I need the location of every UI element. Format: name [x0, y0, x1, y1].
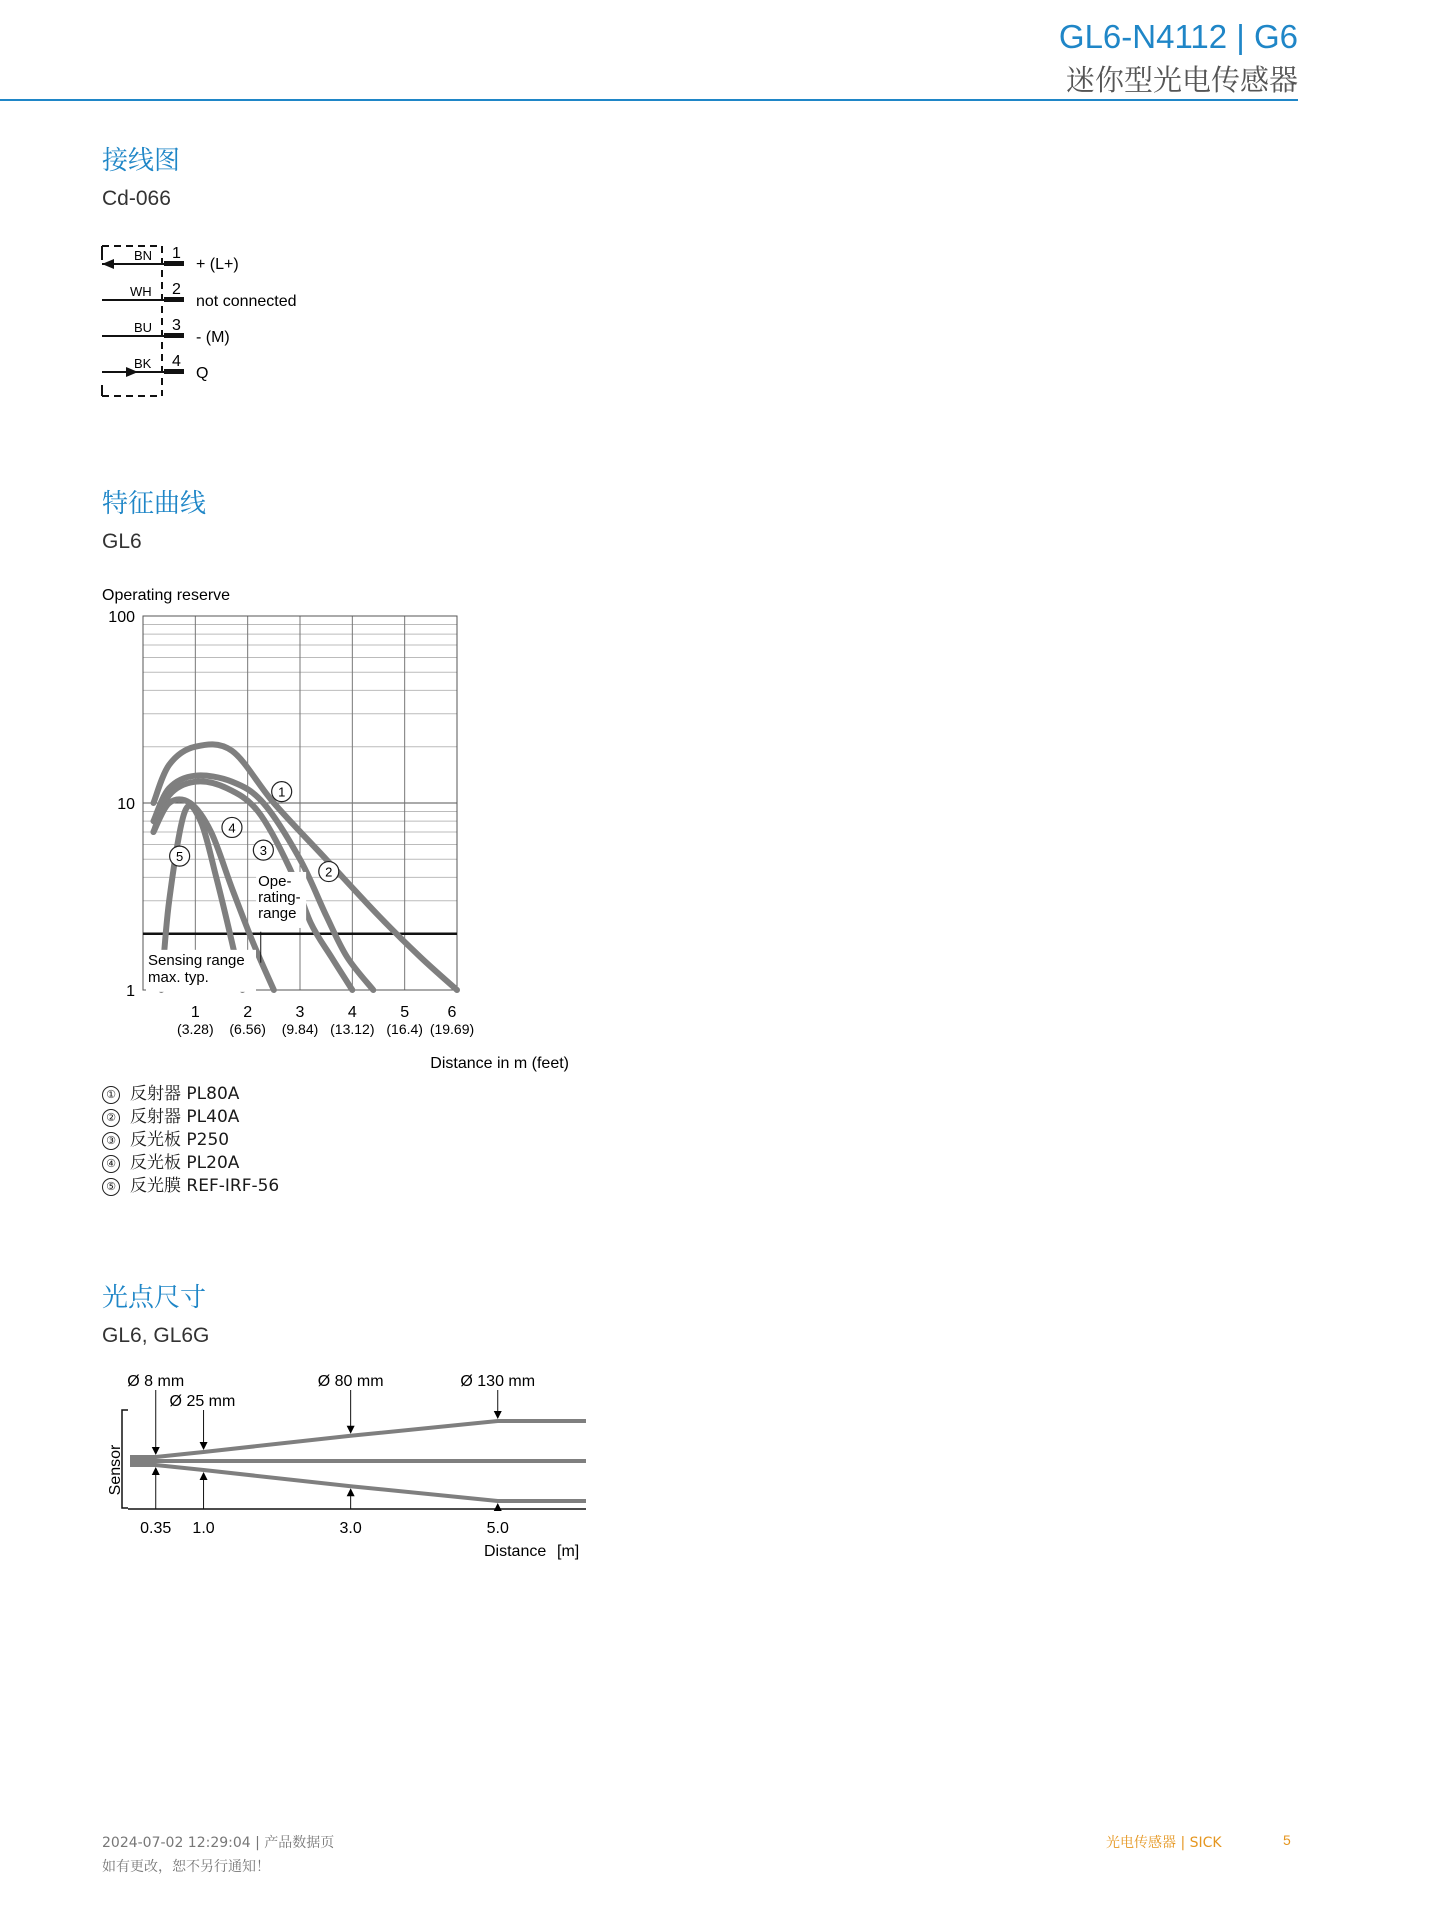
spot-arrowhead-top	[200, 1442, 208, 1450]
sensing-range-text: Sensing range	[148, 951, 245, 969]
x-tick-label: 2	[243, 1004, 253, 1021]
spot-diameter-label: Ø 25 mm	[169, 1393, 236, 1410]
spot-arrowhead-top	[347, 1426, 355, 1434]
legend-number: ②	[102, 1109, 120, 1127]
operating-range-text: rating-	[258, 888, 301, 906]
legend-number: ⑤	[102, 1178, 120, 1196]
spot-section-title: 光点尺寸	[102, 1283, 207, 1313]
curve-label: 5	[176, 849, 184, 865]
distance-tick-label: 3.0	[339, 1520, 362, 1537]
x-tick-sublabel: (13.12)	[330, 1021, 375, 1037]
legend-text: 反射器 PL40A	[130, 1107, 240, 1127]
footer-timestamp: 2024-07-02 12:29:04 | 产品数据页	[102, 1835, 335, 1851]
page-number: 5	[1283, 1832, 1291, 1848]
pin-color-label: BU	[134, 320, 153, 335]
legend-text: 反射器 PL80A	[130, 1084, 240, 1104]
light-spot-diagram	[100, 1370, 600, 1570]
x-tick-sublabel: (19.69)	[429, 1021, 475, 1037]
x-tick-sublabel: (16.4)	[386, 1021, 423, 1037]
y-tick-label: 10	[117, 796, 135, 813]
spot-arrowhead-bottom	[200, 1472, 208, 1480]
legend-item	[102, 1129, 279, 1152]
chart-x-axis-label: Distance in m (feet)	[430, 1055, 569, 1072]
footer-disclaimer: 如有更改，恕不另行通知！	[102, 1859, 270, 1875]
light-beam	[130, 1421, 586, 1501]
x-tick-sublabel: (6.56)	[229, 1021, 266, 1037]
legend-text: 反光板 P250	[130, 1130, 230, 1150]
pin-number: 2	[172, 281, 181, 298]
pin-function-label: not connected	[196, 293, 297, 310]
x-tick-label: 6	[447, 1004, 457, 1021]
distance-axis-unit: [m]	[557, 1543, 580, 1560]
spot-diameter-label: Ø 80 mm	[317, 1373, 384, 1390]
distance-tick-label: 0.35	[140, 1520, 172, 1537]
legend-number: ③	[102, 1132, 120, 1150]
pin-number: 4	[172, 353, 181, 370]
x-tick-sublabel: (9.84)	[281, 1021, 319, 1037]
pin-function-label: + (L+)	[196, 256, 239, 273]
curves-subtitle: GL6	[102, 530, 142, 553]
legend-text: 反光板 PL20A	[130, 1153, 240, 1173]
x-tick-label: 1	[190, 1004, 200, 1021]
beam-upper-edge	[130, 1421, 586, 1457]
curve-label: 3	[259, 843, 267, 859]
pin-function-label: - (M)	[196, 329, 230, 346]
pin-color-label: BN	[134, 248, 153, 263]
beam-lower-edge	[130, 1465, 586, 1501]
legend-item	[102, 1106, 279, 1129]
x-tick-label: 4	[347, 1004, 357, 1021]
curve-label: 2	[325, 864, 333, 880]
pin-function-label: Q	[196, 365, 209, 382]
curves-legend	[102, 1083, 279, 1198]
curves-section-title: 特征曲线	[102, 489, 207, 519]
spot-arrowhead-bottom	[347, 1488, 355, 1496]
y-tick-label: 1	[126, 983, 135, 1000]
pin-number: 3	[172, 317, 181, 334]
pin-number: 1	[172, 245, 181, 262]
distance-tick-label: 1.0	[192, 1520, 215, 1537]
y-tick-label: 100	[108, 609, 135, 626]
legend-item	[102, 1083, 279, 1106]
wiring-section-title: 接线图	[102, 146, 181, 176]
x-tick-label: 3	[295, 1004, 305, 1021]
operating-range-text: Ope-	[258, 872, 292, 890]
curve-label: 1	[278, 784, 286, 800]
sensor-axis-label: Sensor	[107, 1444, 124, 1496]
legend-number: ①	[102, 1086, 120, 1104]
distance-tick-label: 5.0	[486, 1520, 509, 1537]
x-tick-sublabel: (3.28)	[177, 1021, 214, 1037]
distance-axis-label: Distance	[484, 1543, 547, 1560]
legend-item	[102, 1175, 279, 1198]
document-subtitle: 迷你型光电传感器	[1065, 63, 1298, 97]
legend-text: 反光膜 REF-IRF-56	[130, 1176, 280, 1196]
legend-number: ④	[102, 1155, 120, 1173]
footer-brand: 光电传感器 | SICK	[1106, 1835, 1222, 1851]
header-divider	[0, 99, 1298, 101]
wiring-diagram	[100, 240, 340, 405]
spot-arrowhead-top	[494, 1411, 502, 1419]
operating-reserve-chart	[95, 580, 595, 1080]
sensing-range-text: max. typ.	[148, 968, 209, 986]
operating-range-text: range	[258, 904, 297, 922]
chart-y-axis-label: Operating reserve	[102, 587, 231, 604]
curve-label: 4	[228, 820, 236, 836]
spot-arrowhead-bottom	[494, 1503, 502, 1511]
spot-diameter-label: Ø 130 mm	[460, 1373, 536, 1390]
x-tick-label: 5	[400, 1004, 410, 1021]
pin-color-label: BK	[134, 356, 152, 371]
spot-diameter-label: Ø 8 mm	[127, 1373, 185, 1390]
spot-arrowhead-top	[152, 1447, 160, 1455]
document-title: GL6-N4112 | G6	[1058, 18, 1298, 55]
spot-arrowhead-bottom	[152, 1467, 160, 1475]
spot-subtitle: GL6, GL6G	[102, 1324, 210, 1347]
pin-color-label: WH	[130, 284, 152, 299]
wiring-code: Cd-066	[102, 187, 171, 210]
legend-item	[102, 1152, 279, 1175]
